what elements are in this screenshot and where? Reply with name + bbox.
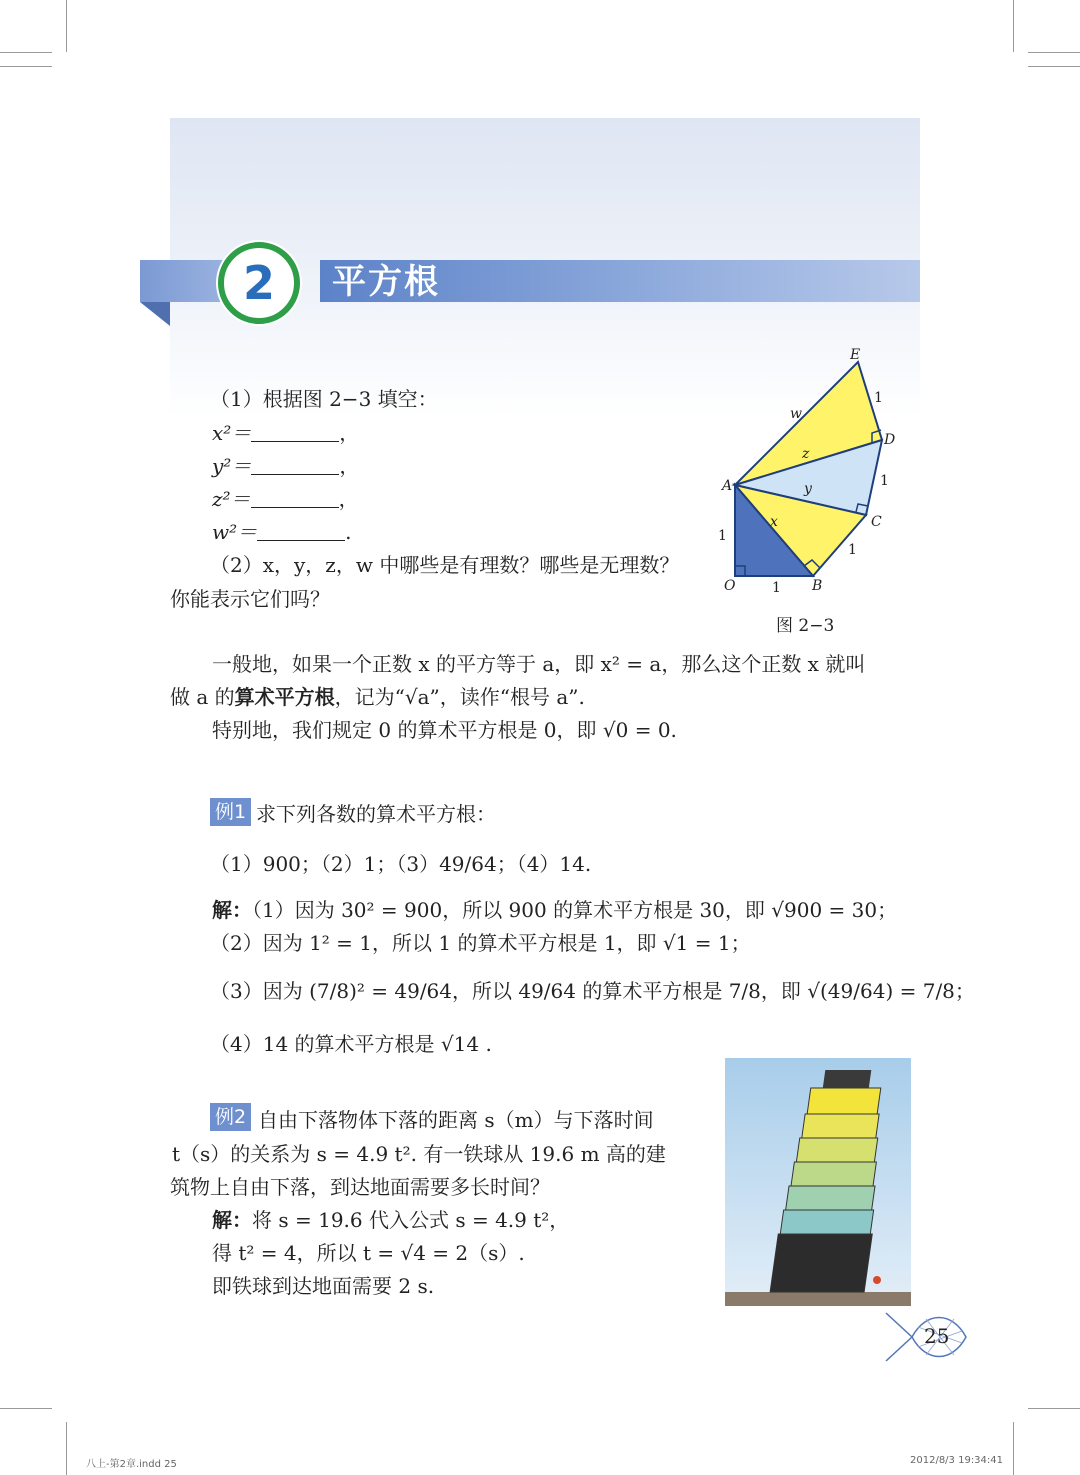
label-z: z: [802, 446, 810, 462]
example-2-tag: 例2: [210, 1103, 251, 1131]
title-bar-fold: [140, 302, 170, 326]
label-y: y: [804, 481, 812, 497]
example-1-solution-2: （2）因为 1² = 1，所以 1 的算术平方根是 1，即 √1 = 1；: [210, 931, 751, 955]
label-1-cb: 1: [848, 542, 857, 558]
example-1-prompt: 求下列各数的算术平方根：: [256, 802, 496, 826]
example-1-tag: 例1: [210, 798, 251, 826]
section-title: 平方根: [332, 262, 440, 302]
label-b: B: [812, 578, 823, 594]
crop-mark: [1028, 66, 1080, 67]
example-2-line3: 筑物上自由下落，到达地面需要多长时间？: [170, 1175, 550, 1199]
label-x: x: [770, 514, 778, 530]
fill-line-z: z²＝ ，: [212, 487, 359, 511]
crop-mark: [1013, 0, 1014, 52]
example-2-solution-2: 得 t² = 4，所以 t = √4 = 2（s）.: [212, 1241, 525, 1265]
footer-file: 八上-第2章.indd 25: [86, 1459, 177, 1470]
example-2-solution-1: 解：将 s = 19.6 代入公式 s = 4.9 t²，: [212, 1208, 570, 1232]
figure-caption: 图 2−3: [776, 616, 835, 636]
label-1-ob: 1: [772, 580, 781, 596]
crop-mark: [0, 1408, 52, 1409]
label-c: C: [871, 514, 882, 530]
crop-mark: [66, 1422, 67, 1475]
ground: [725, 1292, 911, 1306]
label-1-ao: 1: [718, 528, 727, 544]
ball: [873, 1276, 881, 1284]
label-1-dc: 1: [880, 473, 889, 489]
example-2-line2: t（s）的关系为 s = 4.9 t². 有一铁球从 19.6 m 高的建: [172, 1142, 666, 1166]
crop-mark: [1028, 52, 1080, 53]
definition-line3: 特别地，我们规定 0 的算术平方根是 0，即 √0 = 0.: [212, 718, 677, 742]
fill-line-x: x²＝ ，: [212, 421, 360, 445]
crop-mark: [66, 0, 67, 52]
fill-line-y: y²＝ ，: [212, 454, 360, 478]
label-e: E: [850, 347, 861, 363]
example-1-solution-3: （3）因为 (7/8)² = 49/64，所以 49/64 的算术平方根是 7/8，即 √(49/64) = 7/8；: [210, 979, 975, 1003]
footer-timestamp: 2012/8/3 19:34:41: [910, 1455, 1004, 1466]
definition-line1: 一般地，如果一个正数 x 的平方等于 a，即 x² = a，那么这个正数 x 就叫: [212, 652, 866, 676]
example-2-solution-3: 即铁球到达地面需要 2 s.: [212, 1274, 435, 1298]
leaning-tower-illustration: [725, 1058, 911, 1306]
question-2-line1: （2）x，y，z，w 中哪些是有理数？哪些是无理数？: [210, 553, 680, 577]
crop-mark: [0, 52, 52, 53]
page-number: 25: [924, 1324, 950, 1348]
label-d: D: [884, 432, 896, 448]
section-number-badge: [218, 242, 300, 324]
label-a: A: [722, 478, 733, 494]
definition-line2: 做 a 的算术平方根，记为“√a”，读作“根号 a”.: [170, 685, 585, 709]
example-1-solution-4: （4）14 的算术平方根是 √14 .: [210, 1032, 492, 1056]
example-1-items: （1）900；（2）1；（3）49/64；（4）14.: [210, 852, 592, 876]
section-number: 2: [242, 256, 275, 310]
crop-mark: [0, 66, 52, 67]
blank: [257, 520, 345, 541]
example-1-solution-1: 解：（1）因为 30² = 900，所以 900 的算术平方根是 30，即 √900 = 30；: [212, 898, 898, 922]
question-1: （1）根据图 2−3 填空：: [210, 387, 438, 411]
example-2-line1: 自由下落物体下落的距离 s（m）与下落时间: [258, 1108, 654, 1132]
crop-mark: [1013, 1422, 1014, 1475]
blank: [251, 421, 339, 442]
label-o: O: [724, 578, 736, 594]
term-arithmetic-square-root: 算术平方根: [234, 685, 335, 709]
question-2-line2: 你能表示它们吗？: [170, 587, 330, 611]
blank: [251, 487, 339, 508]
fill-line-w: w²＝ .: [212, 520, 352, 544]
figure-2-3: [700, 340, 915, 600]
label-w: w: [790, 406, 802, 422]
blank: [251, 454, 339, 475]
label-1-ed: 1: [874, 390, 883, 406]
crop-mark: [1028, 1408, 1080, 1409]
